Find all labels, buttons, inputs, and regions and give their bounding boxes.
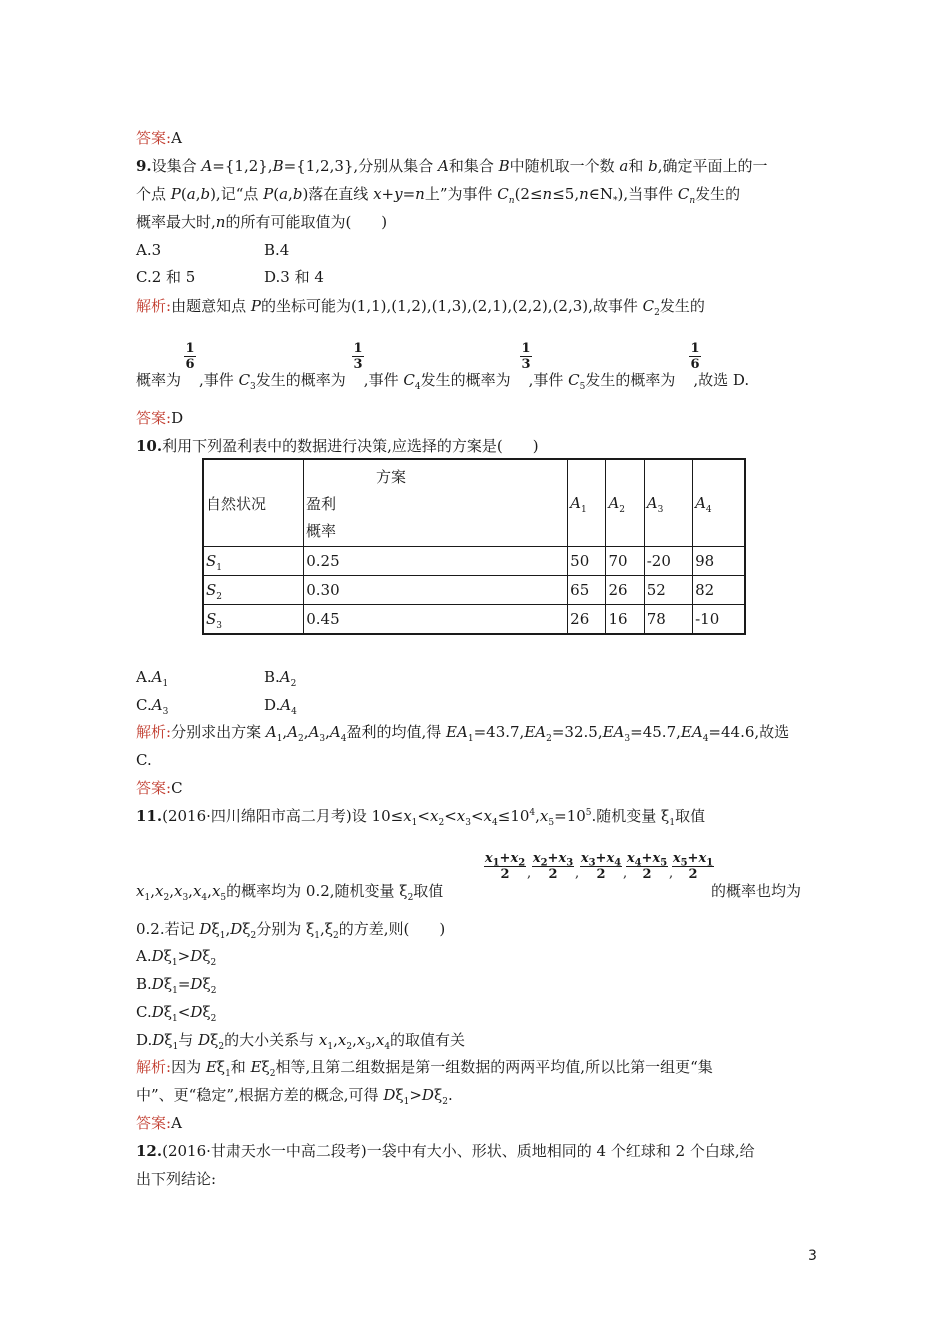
value-cell: 65 bbox=[568, 576, 606, 605]
q11-solution-line1: 解析:因为 $E\xi_1$和 $E\xi_2$相等,且第二组数据是第一组数据的两两平均值,所以比第一组更“集 bbox=[136, 1058, 713, 1079]
value-cell: -10 bbox=[693, 605, 745, 635]
q11-fraction-2: $x_2+x_3$ 2 bbox=[532, 851, 574, 882]
answer-q9: 答案:D bbox=[136, 409, 184, 427]
answer-q8: 答案:A bbox=[136, 129, 182, 147]
value-cell: 78 bbox=[644, 605, 692, 635]
q11-solution-line2: 中”、更“稳定”,根据方差的概念,可得 $D\xi_1>D\xi_2$. bbox=[136, 1086, 453, 1107]
value-cell: 26 bbox=[606, 576, 644, 605]
table-header-diagonal-cell bbox=[203, 459, 568, 547]
q9-option-a: A.3 bbox=[136, 241, 162, 259]
q10-stem: 10.利用下列盈利表中的数据进行决策,应选择的方案是( ) bbox=[136, 437, 539, 455]
q11-frac-sep: , bbox=[669, 866, 674, 881]
q12-stem-line2: 出下列结论: bbox=[136, 1170, 217, 1188]
value-cell: -20 bbox=[644, 547, 692, 576]
q11-fraction-5: $x_5+x_1$ 2 bbox=[672, 851, 714, 882]
q10-option-c: $C.A_3$ bbox=[136, 696, 169, 717]
state-cell: $S_2$ bbox=[203, 576, 304, 605]
value-cell: 98 bbox=[693, 547, 745, 576]
q10-solution-line1: 解析:分别求出方案 $A_1,A_2,A_3,A_4$盈利的均值,得 $EA_1=43.7,EA_2=32.5,EA_3=45.7,EA_4=44.6$,故选 bbox=[136, 723, 790, 744]
header-prob: 概率 bbox=[306, 522, 337, 540]
q11-option-a: $A.D\xi_1>D\xi_2$ bbox=[136, 947, 217, 968]
header-profit: 盈利 bbox=[306, 495, 337, 513]
q12-stem-line1: 12.(2016·甘肃天水一中高二段考)一袋中有大小、形状、质地相同的 4 个红球和 2 个白球,给 bbox=[136, 1142, 755, 1160]
value-cell: 50 bbox=[568, 547, 606, 576]
q11-option-b: $B.D\xi_1=D\xi_2$ bbox=[136, 975, 217, 996]
value-cell: 26 bbox=[568, 605, 606, 635]
q11-fraction-3: $x_3+x_4$ 2 bbox=[580, 851, 622, 882]
q9-fraction-2: 1 3 bbox=[353, 341, 363, 372]
table-row bbox=[203, 547, 745, 576]
page-number: 3 bbox=[808, 1248, 817, 1264]
q9-fraction-3: 1 3 bbox=[521, 341, 531, 372]
q9-fraction-1: 1 6 bbox=[185, 341, 195, 372]
header-col-a3: $A_3$ bbox=[644, 459, 692, 547]
q11-option-c: $C.D\xi_1<D\xi_2$ bbox=[136, 1003, 217, 1024]
prob-cell: 0.30 bbox=[304, 576, 568, 605]
q11-stem-line3: 0.2.若记 $D\xi_1,D\xi_2$分别为 $\xi_1,\xi_2$的方差,则( ) bbox=[136, 920, 446, 941]
q9-stem-line3: 概率最大时,n的所有可能取值为( ) bbox=[136, 213, 388, 231]
q11-fraction-1: $x_1+x_2$ 2 bbox=[484, 851, 526, 882]
prob-cell: 0.25 bbox=[304, 547, 568, 576]
header-col-a1: $A_1$ bbox=[568, 459, 606, 547]
table-row bbox=[203, 576, 745, 605]
q10-option-a: $A.A_1$ bbox=[136, 668, 169, 689]
q9-fraction-4: 1 6 bbox=[690, 341, 700, 372]
q10-option-d: $D.A_4$ bbox=[264, 696, 297, 717]
q9-solution-line1: 解析:由题意知点 P的坐标可能为(1,1),(1,2),(1,3),(2,1),(2,2),(2,3),故事件 $C_2$发生的 bbox=[136, 297, 705, 318]
header-plan: 方案 bbox=[376, 468, 407, 486]
state-cell: $S_3$ bbox=[203, 605, 304, 635]
answer-q11: 答案:A bbox=[136, 1114, 182, 1132]
header-col-a2: $A_2$ bbox=[606, 459, 644, 547]
value-cell: 82 bbox=[693, 576, 745, 605]
q9-solution-line2: 概率为 ,事件 $C_3$发生的概率为 ,事件 $C_4$发生的概率为 ,事件 $C_5$发生的概率为 ,故选 D. bbox=[136, 371, 750, 392]
table-header-row bbox=[203, 459, 745, 547]
q11-frac-sep: , bbox=[575, 866, 580, 881]
prob-cell: 0.45 bbox=[304, 605, 568, 635]
q10-option-b: $B.A_2$ bbox=[264, 668, 297, 689]
value-cell: 70 bbox=[606, 547, 644, 576]
value-cell: 52 bbox=[644, 576, 692, 605]
q11-stem-line2-tail: 的概率也均为 bbox=[711, 882, 802, 900]
q11-stem-line2: $x_1,x_2,x_3,x_4,x_5$的概率均为 0.2,随机变量 $\xi_2$取值 bbox=[136, 882, 444, 903]
answer-q10: 答案:C bbox=[136, 779, 183, 797]
q11-option-d: $D.D\xi_1$与 $D\xi_2$的大小关系与 $x_1,x_2,x_3,x_4$的取值有关 bbox=[136, 1031, 466, 1052]
q11-frac-sep: , bbox=[527, 866, 532, 881]
header-col-a4: $A_4$ bbox=[693, 459, 745, 547]
q11-frac-sep: , bbox=[623, 866, 628, 881]
q10-solution-line2: C. bbox=[136, 751, 152, 769]
profit-table bbox=[202, 458, 746, 635]
header-state: 自然状况 bbox=[206, 495, 267, 513]
q9-option-b: B.4 bbox=[264, 241, 290, 259]
q9-stem-line1: 9.设集合 A={1,2},B={1,2,3},分别从集合 A和集合 B中随机取一个数 a和 b,确定平面上的一 bbox=[136, 157, 768, 175]
q11-fraction-4: $x_4+x_5$ 2 bbox=[626, 851, 668, 882]
table-row bbox=[203, 605, 745, 635]
q9-option-c: C.2 和 5 bbox=[136, 268, 196, 286]
q11-stem-line1: 11.(2016·四川绵阳市高二月考)设 $10\le x_1<x_2<x_3<x_4\le 10^4,x_5=10^5$.随机变量 $\xi_1$取值 bbox=[136, 807, 706, 828]
value-cell: 16 bbox=[606, 605, 644, 635]
state-cell: $S_1$ bbox=[203, 547, 304, 576]
q9-option-d: D.3 和 4 bbox=[264, 268, 324, 286]
q9-stem-line2: 个点 P(a,b),记“点 P(a,b)落在直线 x+y=n上”为事件 $C_n(2\le n\le 5,n\in N_*)$,当事件 $C_n$发生的 bbox=[136, 185, 741, 206]
